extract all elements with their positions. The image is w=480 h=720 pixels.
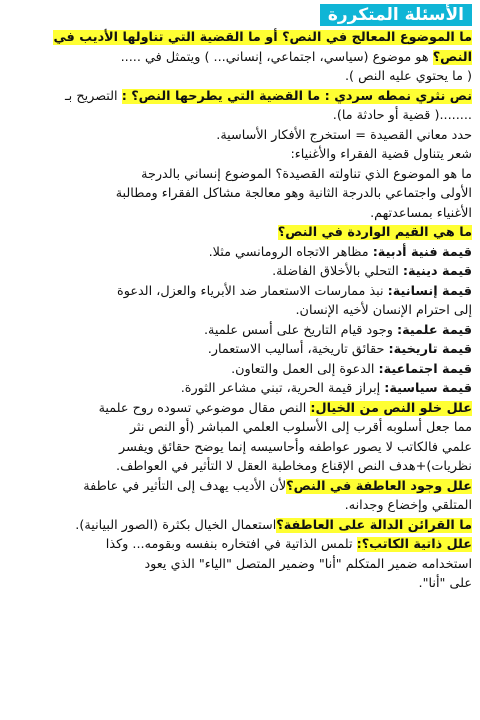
text-line [8,496,472,516]
line-text: نبذ ممارسات الاستعمار ضد الأبرياء والعزل، الدعوة [117,283,388,299]
text-line [8,262,472,282]
title-row [8,4,472,26]
line-text: الدعوة إلى العمل والتعاون. [231,361,379,377]
text-line [8,165,472,185]
text-line [8,48,472,68]
line-text: ما هو الموضوع الذي تناولته القصيدة؟ الموضوع إنساني بالدرجة [141,166,472,182]
text-line [8,438,472,458]
line-text: استعمال الخيال بكثرة (الصور البيانية). [75,517,277,533]
value-label: قيمة دينية: [402,264,472,279]
value-label: قيمة سياسية: [384,381,472,396]
text-line [8,516,472,536]
line-text: هو موضوع (سياسي، اجتماعي، إنساني... ) ويتمثل في ..... [120,49,433,65]
value-label: قيمة إنسانية: [387,283,472,299]
text-line [8,106,472,126]
line-text: استخدامه ضمير المتكلم "أنا" وضمير المتصل "الياء" الذي يعود [144,556,472,572]
text-line [8,28,472,48]
line-text: ........( قضية أو حادثة ما). [332,108,472,123]
line-text: مظاهر الاتجاه الرومانسي مثلا. [208,244,373,260]
text-line [8,145,472,165]
value-label: قيمة اجتماعية: [378,361,472,377]
line-text: تلمس الذاتية في افتخاره بنفسه وبقومه... وكذا [105,537,357,552]
line-text: إلى احترام الإنسان لأخيه الإنسان. [295,303,472,318]
highlighted-question: نص نثري نمطه سردي : ما القضية التي يطرحها النص؟ : [121,88,472,104]
highlighted-question: ما هي القيم الواردة في النص؟ [277,225,472,240]
line-text: الأغنياء بمساعدتهم. [370,205,472,221]
text-line [8,204,472,224]
line-text: حدد معاني القصيدة = استخرج الأفكار الأساسية. [216,127,472,143]
text-line [8,574,472,594]
line-text: ( ما يحتوي عليه النص ). [344,69,472,84]
highlighted-question: علل خلو النص من الخيال: [310,400,472,416]
text-line [8,321,472,341]
line-text: شعر يتناول قضية الفقراء والأغنياء: [290,147,472,162]
page-title: الأسئلة المتكررة [320,4,472,26]
highlighted-question: علل ذاتية الكاتب؟: [356,537,472,552]
text-line [8,340,472,360]
line-text: المتلقي وإخضاع وجدانه. [344,498,472,513]
text-line [8,67,472,87]
text-line [8,418,472,438]
highlighted-question: ما الموضوع المعالج في النص؟ أو ما القضية التي تناولها الأديب في [53,30,472,45]
text-line [8,223,472,243]
text-line [8,184,472,204]
line-text: علمي فالكاتب لا يصور عواطفه وأحاسيسه إنما يوضح حقائق ويفسر [119,439,472,455]
line-text: التحلي بالأخلاق الفاضلة. [272,264,403,279]
line-text: حقائق تاريخية، أساليب الاستعمار. [207,342,389,357]
text-line [8,477,472,497]
line-text: لأن الأديب يهدف إلى التأثير في عاطفة [83,478,287,494]
value-label: قيمة علمية: [396,322,472,338]
line-text: على "أنا". [418,576,472,591]
value-label: قيمة تاريخية: [388,342,472,357]
text-line [8,243,472,263]
line-text: التصريح بـ [64,88,122,104]
text-line [8,126,472,146]
line-text: الأولى واجتماعي بالدرجة الثانية وهو معالجة مشاكل الفقراء ومطالبة [115,186,472,201]
text-line [8,379,472,399]
line-text: نظريات)+هدف النص الإقناع ومخاطبة العقل لا التأثير في العواطف. [116,459,472,474]
value-label: قيمة فنية أدبية: [372,244,472,260]
text-line [8,301,472,321]
text-line [8,457,472,477]
text-line [8,360,472,380]
highlighted-question: علل وجود العاطفة في النص؟ [286,478,472,494]
text-line [8,87,472,107]
text-line [8,555,472,575]
text-line [8,282,472,302]
line-text: مما جعل أسلوبه أقرب إلى الأسلوب العلمي المباشر (أو النص نثر [129,420,472,435]
text-line [8,535,472,555]
text-line [8,399,472,419]
document-body [8,28,472,594]
line-text: النص مقال موضوعي تسوده روح علمية [98,400,311,416]
line-text: وجود قيام التاريخ على أسس علمية. [203,322,397,338]
line-text: إبراز قيمة الحرية، تبني مشاعر الثورة. [180,381,385,396]
highlighted-question: النص؟ [432,49,472,65]
highlighted-question: ما القرائن الدالة على العاطفة؟ [276,517,472,533]
